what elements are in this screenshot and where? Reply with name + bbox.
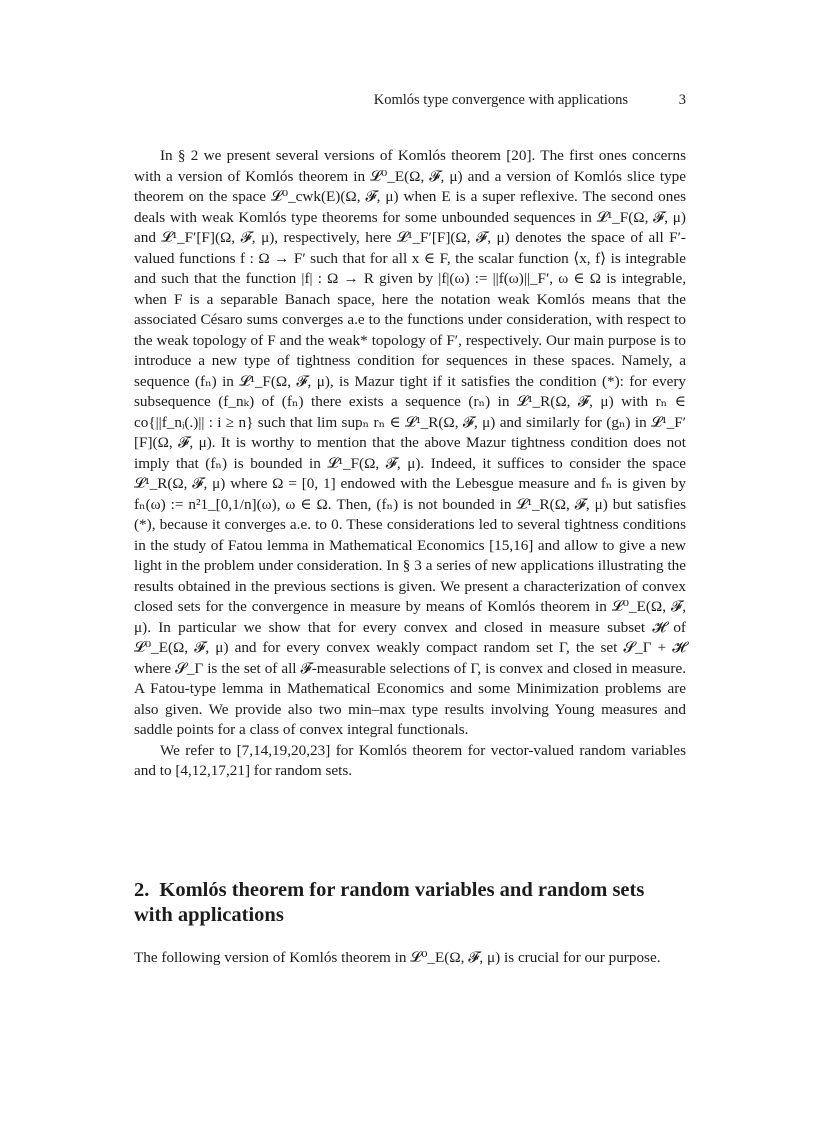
section-title: Komlós theorem for random variables and random sets with applications — [134, 879, 645, 926]
running-head — [134, 92, 686, 112]
page-number: 3 — [678, 92, 686, 108]
intro-paragraph: In § 2 we present several versions of Komlós theorem [20]. The first ones concerns with a version of Komlós theorem in 𝓛⁰_E(Ω, 𝓕, μ) and a version of Komlós slice type theorem on the space 𝓛⁰_cwk(E)(Ω, 𝓕, μ) when E is a super reflexive. The second ones deals with weak Komlós type theorems for some unbounded sequences in 𝓛¹_F(Ω, 𝓕, μ) and 𝓛¹_F′[F](Ω, 𝓕, μ), respectively, here 𝓛¹_F′[F](Ω, 𝓕, μ) denotes the space of all F′-valued functions f : Ω → F′ such that for all x ∈ F, the scalar function ⟨x, f⟩ is integrable and such that the function |f| : Ω → R given by |f|(ω) := ||f(ω)||_F′, ω ∈ Ω is integrable, when F is a separable Banach space, here the notation weak Komlós means that the associated Césaro sums converges a.e to the functions under consideration, with respect to the weak topology of F and the weak* topology of F′, respectively. Our main purpose is to introduce a new type of tightness condition for sequences in these spaces. Namely, a sequence (fₙ) in 𝓛¹_F(Ω, 𝓕, μ), is Mazur tight if it satisfies the condition (*): for every subsequence (f_nₖ) of (fₙ) there exists a sequence (rₙ) in 𝓛¹_R(Ω, 𝓕, μ) with rₙ ∈ co{||f_nᵢ(.)|| : i ≥ n} such that lim supₙ rₙ ∈ 𝓛¹_R(Ω, 𝓕, μ) and similarly for (gₙ) in 𝓛¹_F′[F](Ω, 𝓕, μ). It is worthy to mention that the above Mazur tightness condition does not imply that (fₙ) is bounded in 𝓛¹_F(Ω, 𝓕, μ). Indeed, it suffices to consider the space 𝓛¹_R(Ω, 𝓕, μ) where Ω = [0, 1] endowed with the Lebesgue measure and fₙ is given by fₙ(ω) := n²1_[0,1/n](ω), ω ∈ Ω. Then, (fₙ) is not bounded in 𝓛¹_R(Ω, 𝓕, μ) but satisfies (*), because it converges a.e. to 0. These considerations led to several tightness conditions in the study of Fatou lemma in Mathematical Economics [15,16] and allow to give a new light in the problem under consideration. In § 3 a series of new applications illustrating the results obtained in the previous sections is given. We present a characterization of convex closed sets for the convergence in measure by means of Komlós theorem in 𝓛⁰_E(Ω, 𝓕, μ). In particular we show that for every convex and closed in measure subset 𝓗 of 𝓛⁰_E(Ω, 𝓕, μ) and for every convex weakly compact random set Γ, the set 𝓢_Γ + 𝓗 where 𝓢_Γ is the set of all 𝓕-measurable selections of Γ, is convex and closed in measure. A Fatou-type lemma in Mathematical Economics and some Minimization problems are also given. We provide also two min–max type results involving Young measures and saddle points for a class of convex integral functionals. — [134, 147, 686, 738]
section-heading — [134, 878, 686, 928]
section-number: 2. — [134, 879, 150, 901]
body-text — [134, 146, 686, 782]
references-paragraph: We refer to [7,14,19,20,23] for Komlós theorem for vector-valued random variables and to [4,12,17,21] for random sets. — [134, 741, 686, 779]
running-title: Komlós type convergence with applications — [373, 92, 628, 108]
section-intro-paragraph: The following version of Komlós theorem in 𝓛⁰_E(Ω, 𝓕, μ) is crucial for our purpose. — [134, 949, 661, 966]
